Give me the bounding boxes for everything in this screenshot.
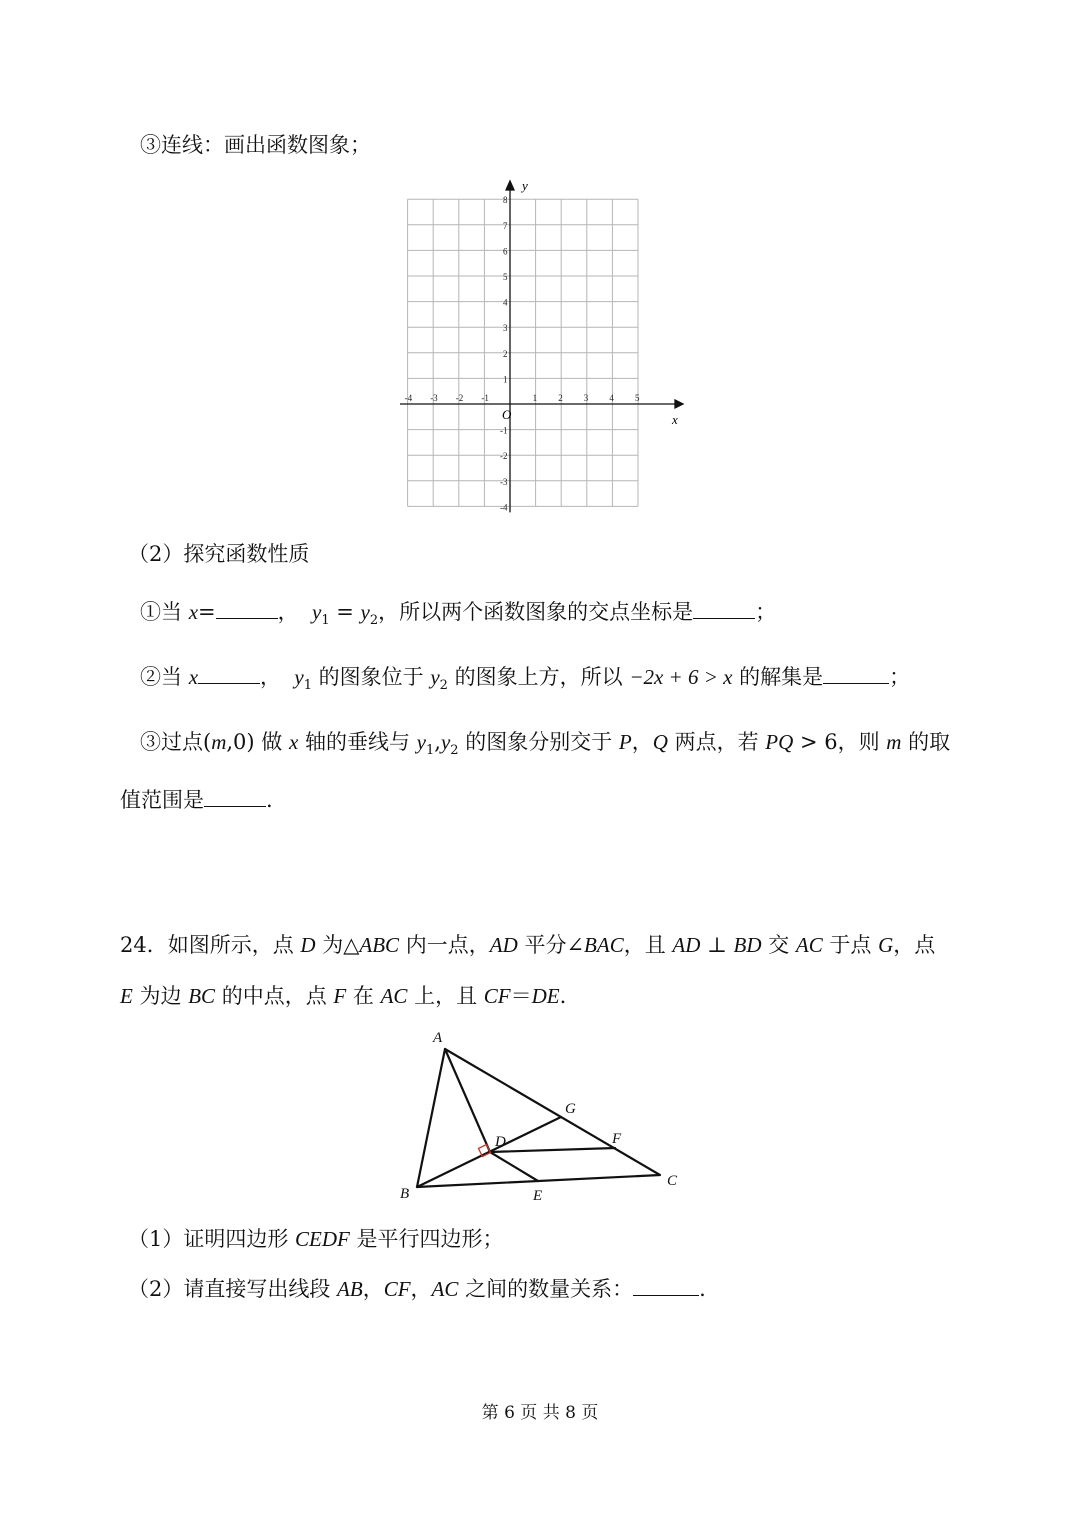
- x-axis-label: x: [672, 412, 678, 427]
- y-tick-label: 7: [503, 220, 508, 231]
- x-axis-arrow: [675, 400, 683, 408]
- triangle-figure: [395, 1022, 695, 1212]
- x-tick-label: -3: [430, 393, 438, 403]
- answer-blank[interactable]: [823, 663, 889, 684]
- part2-q2: ②当 x ， $y_1$ 的图象位于 $y_2$ 的图象上方，所以 −2x + 6 > x 的解集是 ；: [140, 665, 911, 694]
- answer-blank[interactable]: [204, 786, 266, 807]
- origin-label: O: [502, 407, 512, 422]
- label-g: G: [565, 1101, 576, 1117]
- label-f: F: [612, 1131, 622, 1147]
- y-tick-label: -4: [500, 502, 508, 513]
- y-tick-label: 4: [503, 297, 508, 308]
- answer-blank[interactable]: [198, 663, 260, 684]
- answer-blank[interactable]: [633, 1275, 699, 1296]
- segment-ad: [445, 1049, 490, 1152]
- x-tick-label: 3: [583, 393, 589, 403]
- y-tick-label: -3: [500, 476, 508, 487]
- segment-de: [490, 1152, 538, 1181]
- y-tick-label: -2: [500, 451, 508, 462]
- problem24-sub2: （2）请直接写出线段 AB，CF，AC 之间的数量关系： .: [128, 1277, 706, 1301]
- part2-q3-cont: 值范围是 .: [120, 788, 273, 812]
- label-b: B: [400, 1186, 410, 1202]
- step3-text: ③连线：画出函数图象；: [140, 133, 371, 157]
- x-tick-label: 5: [635, 393, 640, 403]
- y-tick-label: 1: [503, 374, 508, 385]
- y-axis-label: y: [522, 178, 528, 193]
- x-tick-label: -4: [404, 393, 413, 403]
- x-tick-label: -1: [481, 393, 489, 403]
- y-tick-label: -1: [500, 425, 508, 436]
- part2-q3: ③过点(m,0) 做 x 轴的垂线与 $y_1,y_2$ 的图象分别交于 P，Q 两点，若 PQ > 6，则 m 的取: [140, 730, 951, 759]
- y-tick-label: 6: [503, 246, 508, 257]
- y-tick-label: 3: [503, 323, 508, 334]
- x-tick-label: 4: [609, 393, 614, 403]
- label-c: C: [667, 1173, 678, 1189]
- y-tick-label: 8: [503, 195, 508, 206]
- problem24-line2: E 为边 BC 的中点，点 F 在 AC 上，且 CF＝DE.: [120, 984, 567, 1008]
- part2-q1: ①当 x= ， $y_1 = y_2$，所以两个函数图象的交点坐标是 ；: [140, 600, 777, 629]
- label-e: E: [533, 1188, 543, 1204]
- answer-blank[interactable]: [693, 598, 755, 619]
- page-footer: 第 6 页 共 8 页: [481, 1403, 599, 1423]
- answer-blank[interactable]: [216, 598, 278, 619]
- label-a: A: [433, 1030, 443, 1046]
- x-tick-label: -2: [455, 393, 464, 403]
- y-axis-arrow: [506, 181, 514, 190]
- coordinate-grid: [395, 178, 695, 518]
- y-tick-label: 2: [503, 348, 508, 359]
- label-d: D: [495, 1134, 506, 1150]
- part2-heading: （2）探究函数性质: [128, 542, 310, 566]
- y-tick-label: 5: [503, 272, 508, 282]
- x-tick-label: 1: [532, 393, 538, 403]
- x-tick-label: 2: [558, 393, 563, 403]
- problem24-line1: 24．如图所示，点 D 为△ABC 内一点，AD 平分∠BAC，且 AD ⊥ BD 交 AC 于点 G，点: [120, 933, 936, 957]
- segment-df: [490, 1148, 615, 1152]
- problem24-sub1: （1）证明四边形 CEDF 是平行四边形；: [128, 1227, 504, 1251]
